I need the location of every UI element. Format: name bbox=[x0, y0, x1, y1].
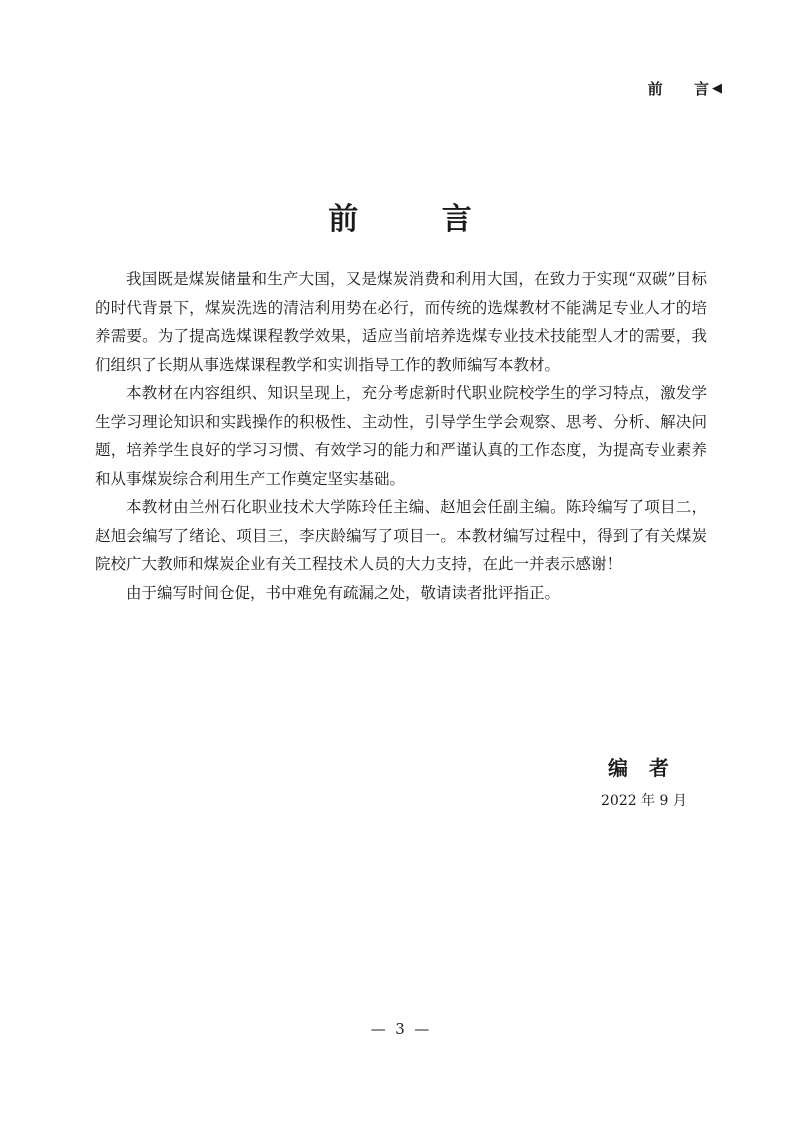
paragraph-3: 本教材由兰州石化职业技术大学陈玲任主编、赵旭会任副主编。陈玲编写了项目二，赵旭会编写了绪论、项目三，李庆龄编写了项目一。本教材编写过程中，得到了有关煤炭院校广大教师和煤炭企业有关工程技术人员的大力支持，在此一并表示感谢！ bbox=[95, 498, 707, 573]
running-header bbox=[648, 78, 722, 99]
running-header-title: 前 言 bbox=[647, 80, 709, 98]
paragraph-4: 由于编写时间仓促，书中难免有疏漏之处，敬请读者批评指正。 bbox=[126, 583, 561, 602]
page-number: — 3 — bbox=[370, 1020, 430, 1038]
date: 2022 年 9 月 bbox=[601, 793, 687, 809]
author-signature: 编 者 bbox=[608, 756, 669, 780]
left-triangle-icon: ◀ bbox=[712, 81, 722, 96]
page-title: 前 言 bbox=[328, 202, 472, 237]
preface-body bbox=[95, 265, 707, 607]
paragraph-2: 本教材在内容组织、知识呈现上，充分考虑新时代职业院校学生的学习特点，激发学生学习理论知识和实践操作的积极性、主动性，引导学生学会观察、思考、分析、解决问题，培养学生良好的学习习惯、有效学习的能力和严谨认真的工作态度，为提高专业素养和从事煤炭综合利用生产工作奠定坚实基础。 bbox=[95, 384, 707, 488]
paragraph-1: 我国既是煤炭储量和生产大国，又是煤炭消费和利用大国，在致力于实现“双碳”目标的时代背景下，煤炭洗选的清洁利用势在必行，而传统的选煤教材不能满足专业人才的培养需要。为了提高选煤课程教学效果，适应当前培养选煤专业技术技能型人才的需要，我们组织了长期从事选煤课程教学和实训指导工作的教师编写本教材。 bbox=[95, 270, 707, 374]
